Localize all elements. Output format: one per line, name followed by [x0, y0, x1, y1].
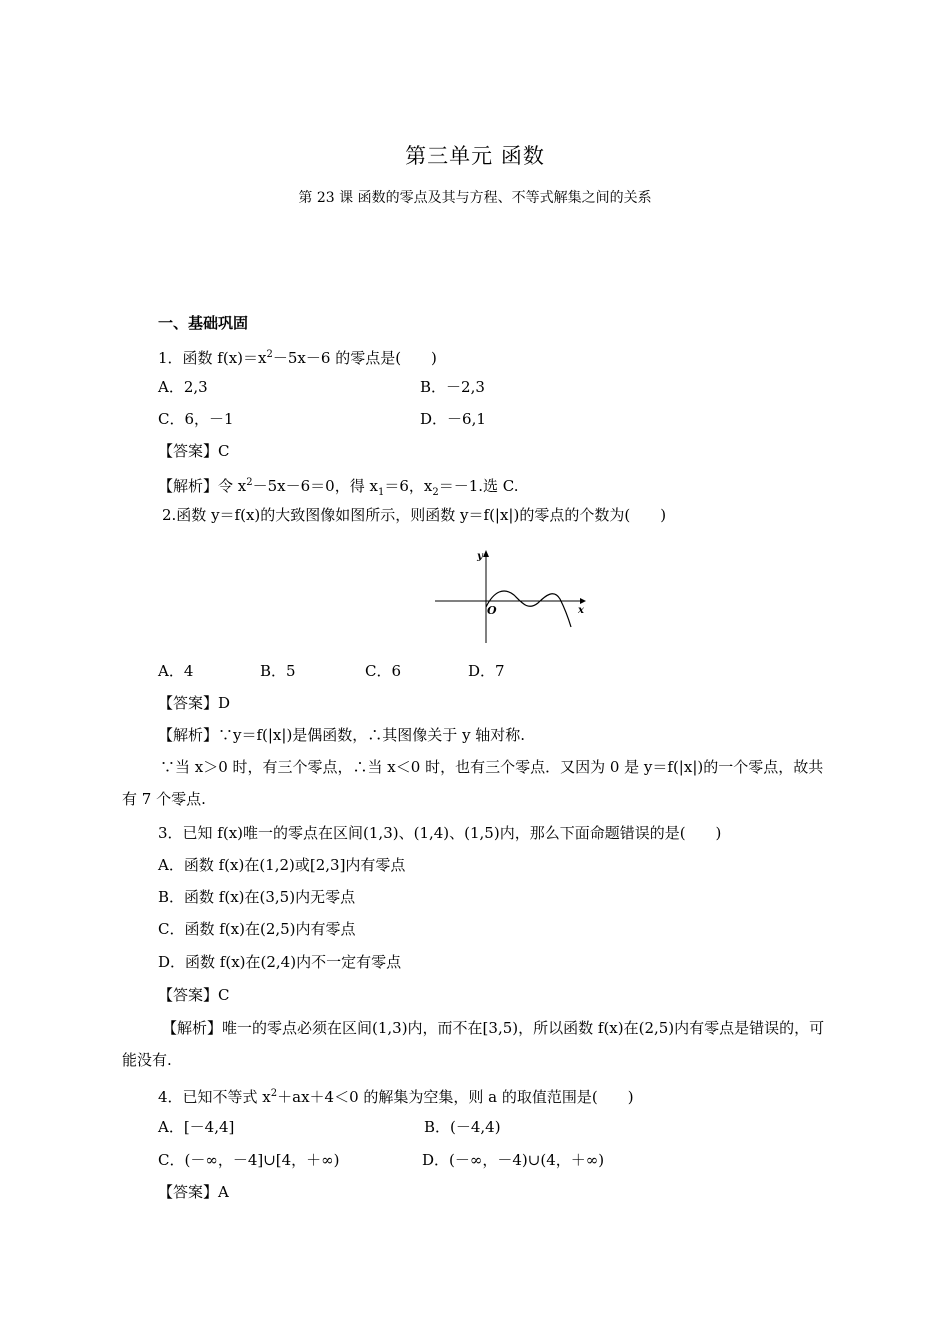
q2-option-a: A．4	[158, 662, 194, 680]
q1-option-b: B．－2,3	[420, 378, 485, 396]
q3-analysis-2: 能没有.	[122, 1051, 172, 1069]
x-axis-label: x	[578, 605, 584, 616]
q1-option-d: D．－6,1	[420, 410, 486, 428]
q2-option-d: D．7	[468, 662, 505, 680]
q2-option-c: C．6	[365, 662, 402, 680]
q1-option-a: A．2,3	[158, 378, 208, 396]
q2-stem: 2.函数 y＝f(x)的大致图像如图所示，则函数 y＝f(|x|)的零点的个数为( )	[162, 506, 667, 524]
q3-option-d: D．函数 f(x)在(2,4)内不一定有零点	[158, 953, 402, 971]
q1-analysis: 【解析】令 $x^2-5x-6=0$，得 $x_1=6$，$x_2=-1$.选 C.	[158, 477, 519, 498]
q3-option-c: C．函数 f(x)在(2,5)内有零点	[158, 920, 356, 938]
q1-answer: 【答案】C	[158, 442, 230, 460]
q3-answer: 【答案】C	[158, 986, 230, 1004]
q4-answer: 【答案】A	[158, 1183, 229, 1201]
q3-stem: 3．已知 f(x)唯一的零点在区间(1,3)、(1,4)、(1,5)内，那么下面命题错误的是( )	[158, 824, 722, 842]
x-axis-arrow	[580, 598, 586, 604]
function-graph	[430, 545, 590, 645]
section-heading: 一、基础巩固	[158, 314, 249, 332]
y-axis-label: y	[477, 551, 483, 562]
origin-label: O	[487, 604, 497, 617]
q2-analysis-3: 有 7 个零点.	[122, 790, 206, 808]
q4-option-c: C．(－∞，－4]∪[4，＋∞)	[158, 1151, 340, 1169]
lesson-title: 第 23 课 函数的零点及其与方程、不等式解集之间的关系	[298, 190, 652, 206]
unit-title: 第三单元 函数	[405, 144, 545, 168]
y-axis-arrow	[483, 550, 489, 557]
q4-stem: 4．已知不等式 $x^2+ax+4<0$ 的解集为空集，则 a 的取值范围是( )	[158, 1088, 634, 1106]
q4-option-d: D．(－∞，－4)∪(4，＋∞)	[422, 1151, 605, 1169]
q2-option-b: B．5	[260, 662, 296, 680]
q3-option-b: B．函数 f(x)在(3,5)内无零点	[158, 888, 356, 906]
q4-option-b: B．(－4,4)	[424, 1118, 501, 1136]
q2-analysis-1: 【解析】∵y＝f(|x|)是偶函数，∴其图像关于 y 轴对称.	[158, 726, 526, 744]
q3-option-a: A．函数 f(x)在(1,2)或[2,3]内有零点	[158, 856, 406, 874]
q3-analysis-1: 【解析】唯一的零点必须在区间(1,3)内，而不在[3,5)，所以函数 f(x)在(2,5)内有零点是错误的，可	[162, 1019, 825, 1037]
q2-answer: 【答案】D	[158, 694, 231, 712]
function-curve	[486, 591, 571, 627]
q1-option-c: C．6，－1	[158, 410, 234, 428]
q4-option-a: A．[－4,4]	[158, 1118, 235, 1136]
q1-stem: 1．函数 $f(x)=x^2-5x-6$ 的零点是( )	[158, 349, 437, 367]
q2-analysis-2: ∵当 x＞0 时，有三个零点，∴当 x＜0 时，也有三个零点．又因为 0 是 y＝f(|x|)的一个零点，故共	[160, 758, 824, 776]
